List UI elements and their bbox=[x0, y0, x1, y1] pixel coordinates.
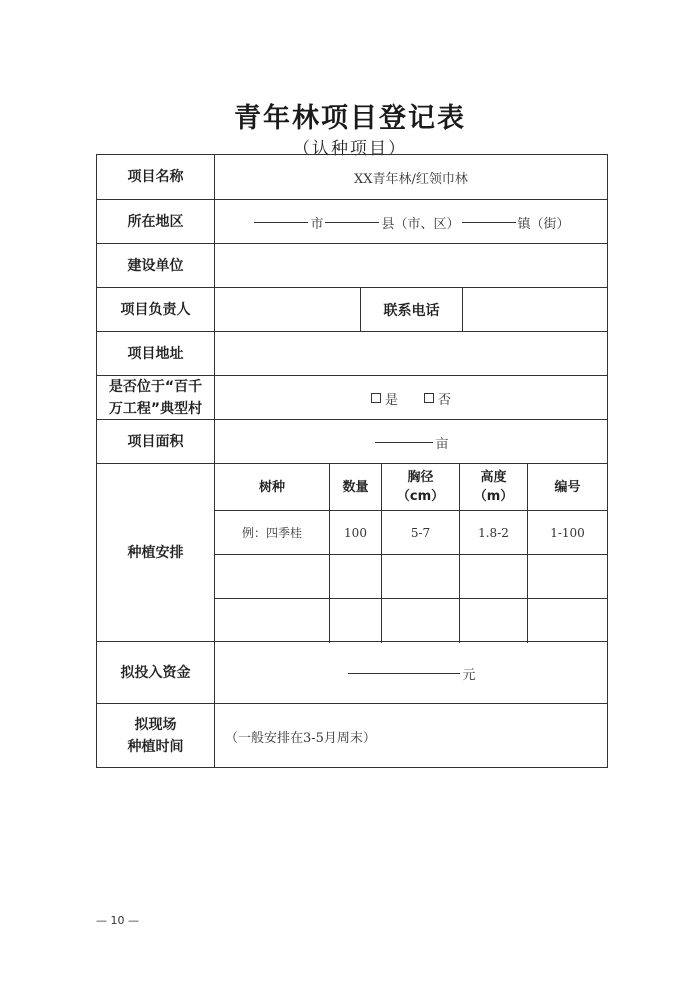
area-value[interactable] bbox=[215, 420, 607, 464]
number-cell[interactable]: 1-100 bbox=[527, 511, 607, 555]
header-diameter-line2: （cm） bbox=[396, 489, 445, 504]
address-label: 项目地址 bbox=[97, 332, 215, 376]
page-title: 青年林项目登记表 bbox=[234, 103, 466, 134]
row-leader bbox=[97, 287, 607, 332]
page-number: — 10 — bbox=[96, 914, 139, 927]
county-suffix: 县（市、区） bbox=[381, 216, 460, 232]
header-height bbox=[459, 464, 527, 510]
village-label-line2: 万工程”典型村 bbox=[108, 401, 203, 417]
area-label: 项目面积 bbox=[97, 420, 215, 464]
species-cell[interactable] bbox=[215, 599, 329, 643]
funding-unit: 元 bbox=[462, 667, 476, 683]
height-cell[interactable]: 1.8-2 bbox=[459, 511, 527, 555]
header-diameter-line1: 胸径 bbox=[407, 470, 434, 485]
village-label-line1: 是否位于“百千 bbox=[108, 379, 203, 395]
number-cell[interactable] bbox=[527, 555, 607, 599]
row-project-name bbox=[97, 155, 607, 199]
area-unit: 亩 bbox=[435, 436, 449, 452]
number-cell[interactable] bbox=[527, 599, 607, 643]
time-label-line1: 拟现场 bbox=[134, 717, 177, 733]
planting-table bbox=[215, 464, 607, 642]
height-cell[interactable] bbox=[459, 555, 527, 599]
village-label bbox=[97, 376, 215, 420]
header-quantity: 数量 bbox=[329, 464, 381, 510]
town-blank[interactable] bbox=[462, 221, 516, 223]
location-value[interactable] bbox=[215, 200, 607, 244]
leader-label: 项目负责人 bbox=[97, 288, 215, 332]
city-blank[interactable] bbox=[254, 221, 308, 223]
row-area bbox=[97, 419, 607, 464]
header-diameter bbox=[381, 464, 459, 510]
city-suffix: 市 bbox=[310, 216, 324, 232]
no-checkbox[interactable] bbox=[424, 393, 434, 403]
area-blank[interactable] bbox=[375, 441, 433, 443]
project-name-value[interactable]: XX青年林/红领巾林 bbox=[354, 171, 468, 187]
header-species: 树种 bbox=[258, 479, 285, 495]
funding-value[interactable] bbox=[215, 642, 607, 704]
quantity-cell[interactable]: 100 bbox=[329, 511, 381, 555]
phone-value[interactable] bbox=[463, 288, 607, 332]
header-number: 编号 bbox=[527, 464, 607, 510]
time-label-line2: 种植时间 bbox=[127, 739, 184, 755]
town-suffix: 镇（街） bbox=[517, 216, 570, 232]
yes-checkbox[interactable] bbox=[371, 393, 381, 403]
page-subtitle: （认种项目） bbox=[293, 139, 407, 159]
location-label: 所在地区 bbox=[97, 200, 215, 244]
yes-label: 是 bbox=[384, 392, 398, 408]
planting-header-row bbox=[215, 464, 607, 510]
project-name-label: 项目名称 bbox=[97, 155, 215, 199]
funding-label: 拟投入资金 bbox=[97, 642, 215, 704]
header-height-line1: 高度 bbox=[480, 470, 507, 485]
diameter-cell[interactable] bbox=[381, 599, 459, 643]
planting-label: 种植安排 bbox=[97, 464, 215, 642]
address-value[interactable] bbox=[215, 332, 607, 376]
county-blank[interactable] bbox=[325, 221, 379, 223]
builder-label: 建设单位 bbox=[97, 244, 215, 288]
quantity-cell[interactable] bbox=[329, 555, 381, 599]
planting-row bbox=[215, 510, 607, 555]
row-builder bbox=[97, 243, 607, 288]
row-planting bbox=[97, 463, 607, 642]
quantity-cell[interactable] bbox=[329, 599, 381, 643]
planting-row bbox=[215, 554, 607, 599]
row-location bbox=[97, 199, 607, 244]
species-cell[interactable] bbox=[215, 555, 329, 599]
village-value bbox=[215, 376, 607, 420]
funding-blank[interactable] bbox=[348, 672, 460, 674]
planting-row bbox=[215, 598, 607, 643]
species-cell[interactable]: 例：四季桂 bbox=[241, 525, 302, 540]
no-label: 否 bbox=[438, 392, 452, 408]
height-cell[interactable] bbox=[459, 599, 527, 643]
leader-value[interactable] bbox=[215, 288, 361, 332]
row-time bbox=[97, 703, 607, 768]
row-village bbox=[97, 375, 607, 420]
phone-label: 联系电话 bbox=[361, 288, 463, 332]
header-height-line2: （m） bbox=[473, 489, 514, 504]
time-label bbox=[97, 704, 215, 768]
time-value[interactable]: （一般安排在3-5月周末） bbox=[225, 730, 376, 746]
diameter-cell[interactable]: 5-7 bbox=[381, 511, 459, 555]
row-address bbox=[97, 331, 607, 376]
diameter-cell[interactable] bbox=[381, 555, 459, 599]
builder-value[interactable] bbox=[215, 244, 607, 288]
registration-form bbox=[96, 154, 608, 768]
row-funding bbox=[97, 641, 607, 704]
